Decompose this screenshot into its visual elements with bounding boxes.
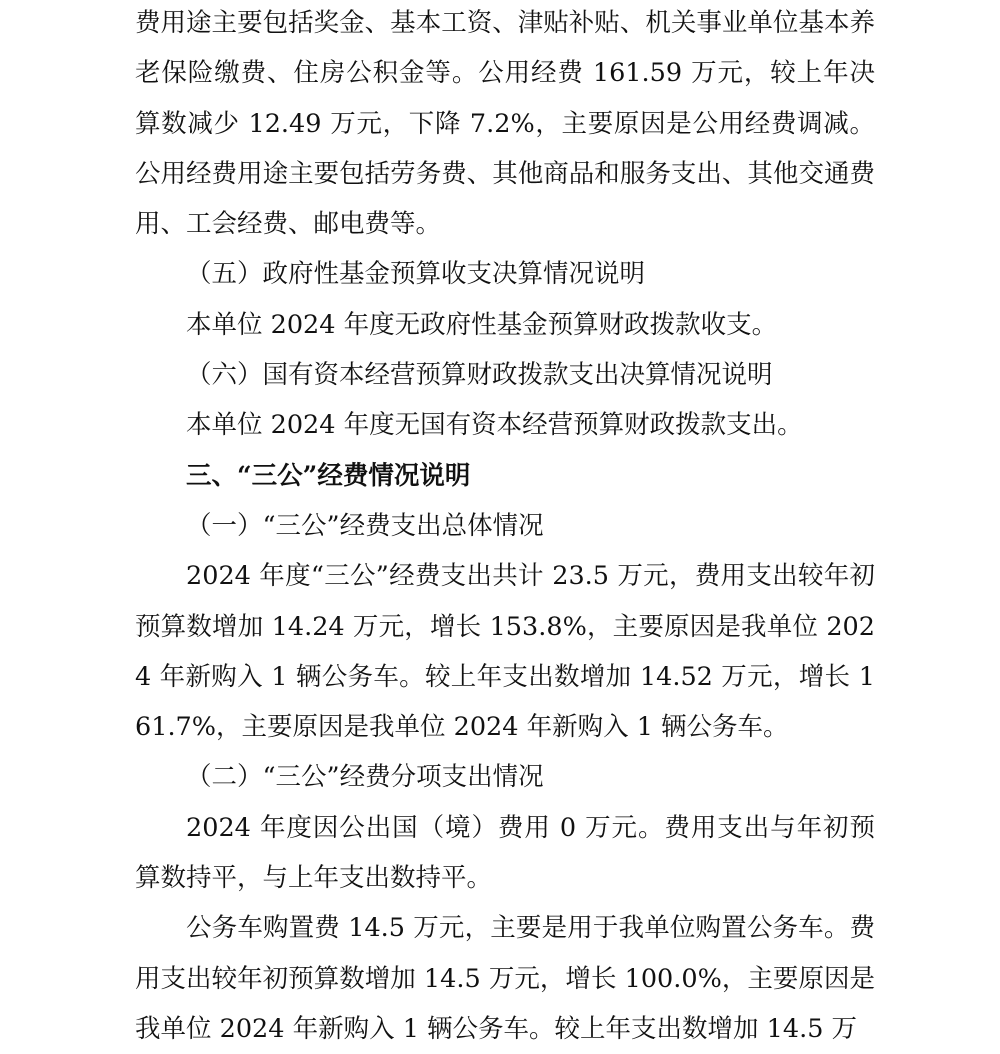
body-paragraph: 2024 年度因公出国（境）费用 0 万元。费用支出与年初预算数持平，与上年支出数持平。 [135, 812, 875, 894]
body-paragraph: 公务车购置费 14.5 万元，主要是用于我单位购置公务车。费用支出较年初预算数增加 14.5 万元，增长 100.0%，主要原因是我单位 2024 年新购入 1 辆公务车。较上年支出数增加 14.5 万 [135, 913, 875, 1044]
body-paragraph-continued: 费用途主要包括奖金、基本工资、津贴补贴、机关事业单位基本养老保险缴费、住房公积金等。公用经费 161.59 万元，较上年决算数减少 12.49 万元，下降 7.2%，主要原因是公用经费调减。公用经费用途主要包括劳务费、其他商品和服务支出、其他交通费用、工会经费、邮电费等。 [135, 8, 875, 240]
body-paragraph: 本单位 2024 年度无政府性基金预算财政拨款收支。 [186, 309, 778, 340]
subheading-state-capital: （六）国有资本经营预算财政拨款支出决算情况说明 [186, 360, 773, 391]
subheading-itemized-expenditure: （二）“三公”经费分项支出情况 [186, 762, 544, 793]
body-paragraph: 2024 年度“三公”经费支出共计 23.5 万元，费用支出较年初预算数增加 14.24 万元，增长 153.8%，主要原因是我单位 2024 年新购入 1 辆公务车。较上年支出数增加 14.52 万元，增长 161.7%，主要原因是我单位 2024 年新购入 1 辆公务车。 [135, 561, 875, 743]
document-page [135, 0, 875, 1054]
body-paragraph: 本单位 2024 年度无国有资本经营预算财政拨款支出。 [186, 410, 803, 441]
subheading-government-fund: （五）政府性基金预算收支决算情况说明 [186, 259, 646, 290]
section-heading-three-public: 三、“三公”经费情况说明 [186, 460, 471, 491]
subheading-overall-expenditure: （一）“三公”经费支出总体情况 [186, 510, 544, 541]
